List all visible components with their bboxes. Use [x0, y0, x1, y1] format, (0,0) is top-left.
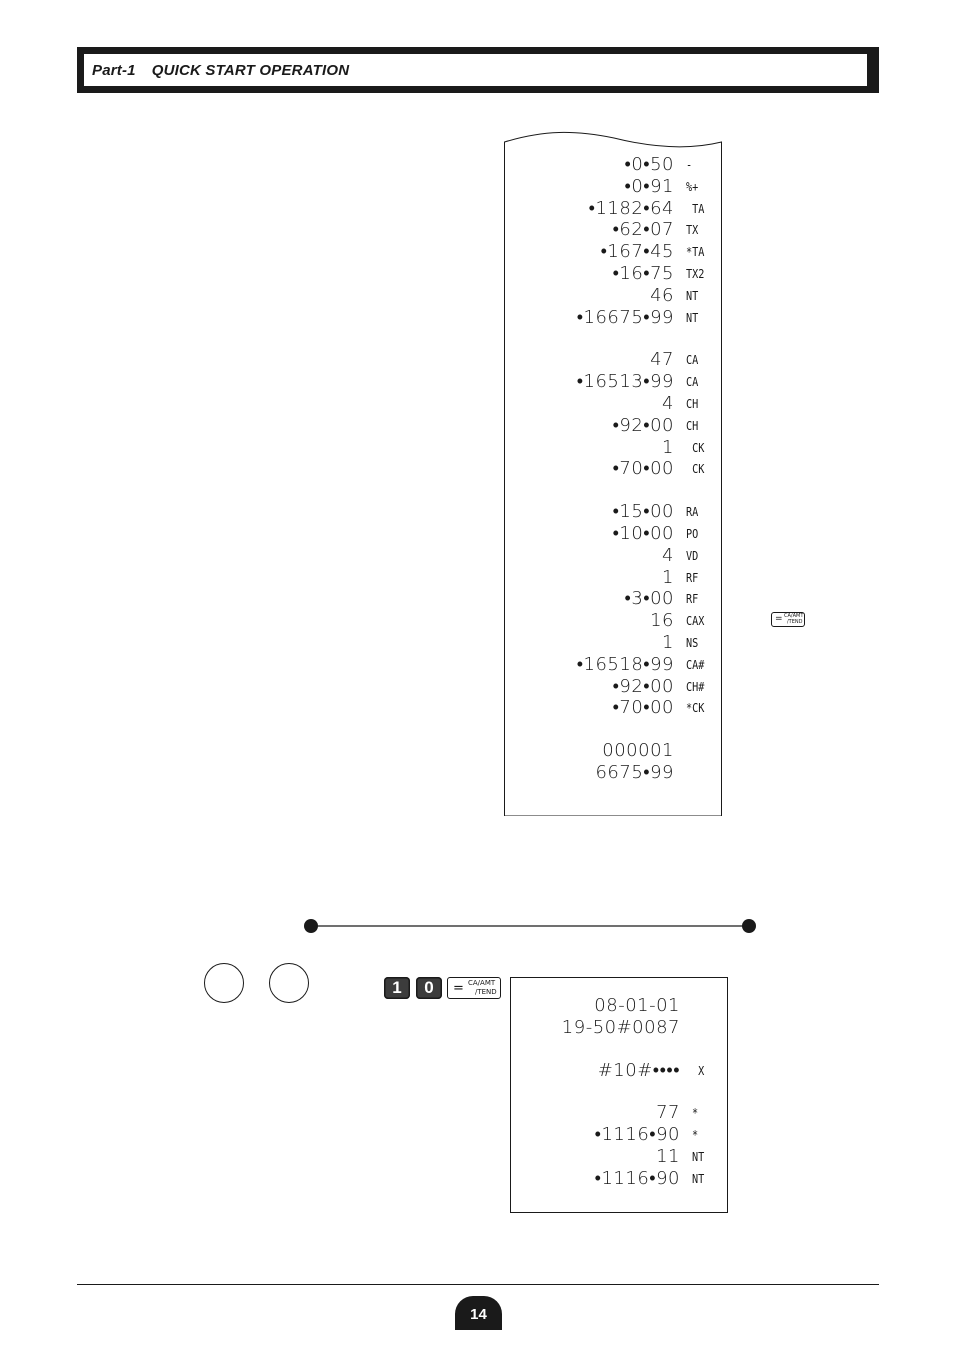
receipt-line [504, 610, 722, 632]
receipt-symbol: * [692, 1128, 699, 1143]
receipt-line [504, 654, 722, 676]
receipt-symbol: CK [686, 440, 705, 455]
receipt-line [504, 176, 722, 198]
receipt-blank-line [504, 719, 722, 740]
mode-circle-right [269, 963, 309, 1003]
receipt-line [504, 285, 722, 307]
receipt-line [510, 1017, 728, 1039]
receipt-line [510, 1124, 728, 1146]
key-one: 1 [384, 977, 410, 999]
receipt-value: •92•00 [612, 414, 674, 436]
receipt-symbol: *CK [686, 701, 705, 716]
receipt-line [504, 371, 722, 393]
receipt-value: 1 [662, 631, 674, 653]
receipt-line [510, 1102, 728, 1124]
key-zero: 0 [416, 977, 442, 999]
receipt-value: 4 [662, 392, 674, 414]
receipt-value: 08-01-01 [594, 995, 680, 1016]
receipt-value: •0•50 [624, 154, 674, 175]
ca-amt-tend-key-small: = CA/AMT /TEND [771, 612, 805, 627]
receipt-line [504, 545, 722, 567]
report-receipt [504, 130, 722, 816]
receipt-symbol: NT [686, 310, 699, 325]
receipt-symbol: RF [686, 570, 699, 585]
receipt-value: 1 [662, 436, 674, 458]
receipt-symbol: CK [686, 462, 705, 477]
receipt-symbol: CA# [686, 657, 705, 672]
receipt-symbol: VD [686, 548, 699, 563]
timeline-bar [304, 918, 756, 934]
receipt-line [504, 263, 722, 285]
receipt-value: 1 [662, 566, 674, 588]
receipt-line [504, 501, 722, 523]
receipt-line [504, 437, 722, 459]
receipt-line [510, 995, 728, 1017]
section-title: QUICK START OPERATION [151, 61, 350, 79]
receipt-line [504, 697, 722, 719]
receipt-symbol: PO [686, 526, 699, 541]
receipt-line [504, 241, 722, 263]
receipt-line [504, 632, 722, 654]
receipt-line [504, 415, 722, 437]
receipt-symbol: NT [692, 1171, 705, 1186]
receipt-line [504, 349, 722, 371]
receipt-line [504, 198, 722, 220]
receipt-value: •3•00 [624, 588, 674, 610]
receipt-value: •16•75 [612, 262, 674, 284]
receipt-symbol: * [692, 1106, 699, 1121]
receipt-line [504, 219, 722, 241]
receipt-value: •15•00 [612, 501, 674, 523]
receipt-symbol: CA [686, 375, 699, 390]
receipt-symbol: TX2 [686, 266, 705, 281]
x-report-receipt [510, 977, 728, 1213]
receipt-line [504, 676, 722, 698]
receipt-symbol: *TA [686, 245, 705, 260]
receipt-symbol: NT [686, 288, 699, 303]
receipt-symbol: CA [686, 353, 699, 368]
page-number: 14 [455, 1296, 502, 1330]
receipt-blank-line [510, 1039, 728, 1060]
receipt-symbol: %+ [686, 179, 699, 194]
receipt-value: 77 [656, 1102, 680, 1124]
receipt-line [510, 1146, 728, 1168]
receipt-value: •16675•99 [576, 306, 674, 328]
receipt-symbol: NS [686, 635, 699, 650]
receipt-value: •167•45 [600, 241, 674, 263]
receipt-blank-line [504, 328, 722, 349]
receipt-value: •1116•90 [594, 1167, 680, 1189]
receipt-value: •1182•64 [588, 197, 674, 219]
receipt-value: 19-50#0087 [561, 1016, 680, 1038]
receipt-value: 4 [662, 544, 674, 566]
receipt-value: •70•00 [612, 458, 674, 480]
footer-rule [77, 1284, 879, 1285]
receipt-symbol: X [692, 1063, 705, 1078]
receipt-value: 000001 [602, 740, 674, 762]
receipt-symbol: CAX [686, 614, 705, 629]
receipt-symbol: CH [686, 418, 699, 433]
receipt-line [510, 1168, 728, 1190]
section-header [77, 47, 879, 93]
receipt-symbol: CH# [686, 679, 705, 694]
receipt-value: •16518•99 [576, 653, 674, 675]
receipt-value: 16 [650, 610, 674, 632]
report-receipt-lines [504, 154, 722, 784]
receipt-value: 46 [650, 284, 674, 306]
receipt-symbol: - [686, 158, 693, 172]
receipt-line [504, 458, 722, 480]
part-label: Part-1 [92, 61, 136, 79]
section-header-inner [82, 52, 869, 88]
receipt-line [504, 567, 722, 589]
receipt-value: •16513•99 [576, 371, 674, 393]
receipt-line [504, 307, 722, 329]
receipt-line [504, 762, 722, 784]
receipt-symbol: TX [686, 223, 699, 238]
receipt-symbol: RA [686, 505, 699, 520]
receipt-value: 11 [656, 1145, 680, 1167]
receipt-line [504, 740, 722, 762]
receipt-value: •92•00 [612, 675, 674, 697]
receipt-value: #10#•••• [597, 1059, 680, 1081]
receipt-value: •0•91 [624, 175, 674, 197]
receipt-line [504, 393, 722, 415]
receipt-value: 6675•99 [595, 761, 674, 783]
receipt-symbol: RF [686, 592, 699, 607]
receipt-line [504, 588, 722, 610]
receipt-line [504, 154, 722, 176]
receipt-symbol: CH [686, 396, 699, 411]
x-report-receipt-lines [510, 995, 728, 1190]
receipt-blank-line [504, 480, 722, 501]
receipt-value: •10•00 [612, 522, 674, 544]
receipt-value: •70•00 [612, 697, 674, 719]
receipt-blank-line [510, 1081, 728, 1102]
receipt-value: •1116•90 [594, 1124, 680, 1146]
receipt-symbol: TA [686, 201, 705, 216]
mode-circle-left [204, 963, 244, 1003]
receipt-line [504, 523, 722, 545]
ca-amt-tend-key: = CA/AMT /TEND [447, 977, 501, 999]
receipt-value: 47 [650, 349, 674, 371]
receipt-value: •62•07 [612, 219, 674, 241]
receipt-symbol: NT [692, 1149, 705, 1164]
receipt-line [510, 1060, 728, 1082]
